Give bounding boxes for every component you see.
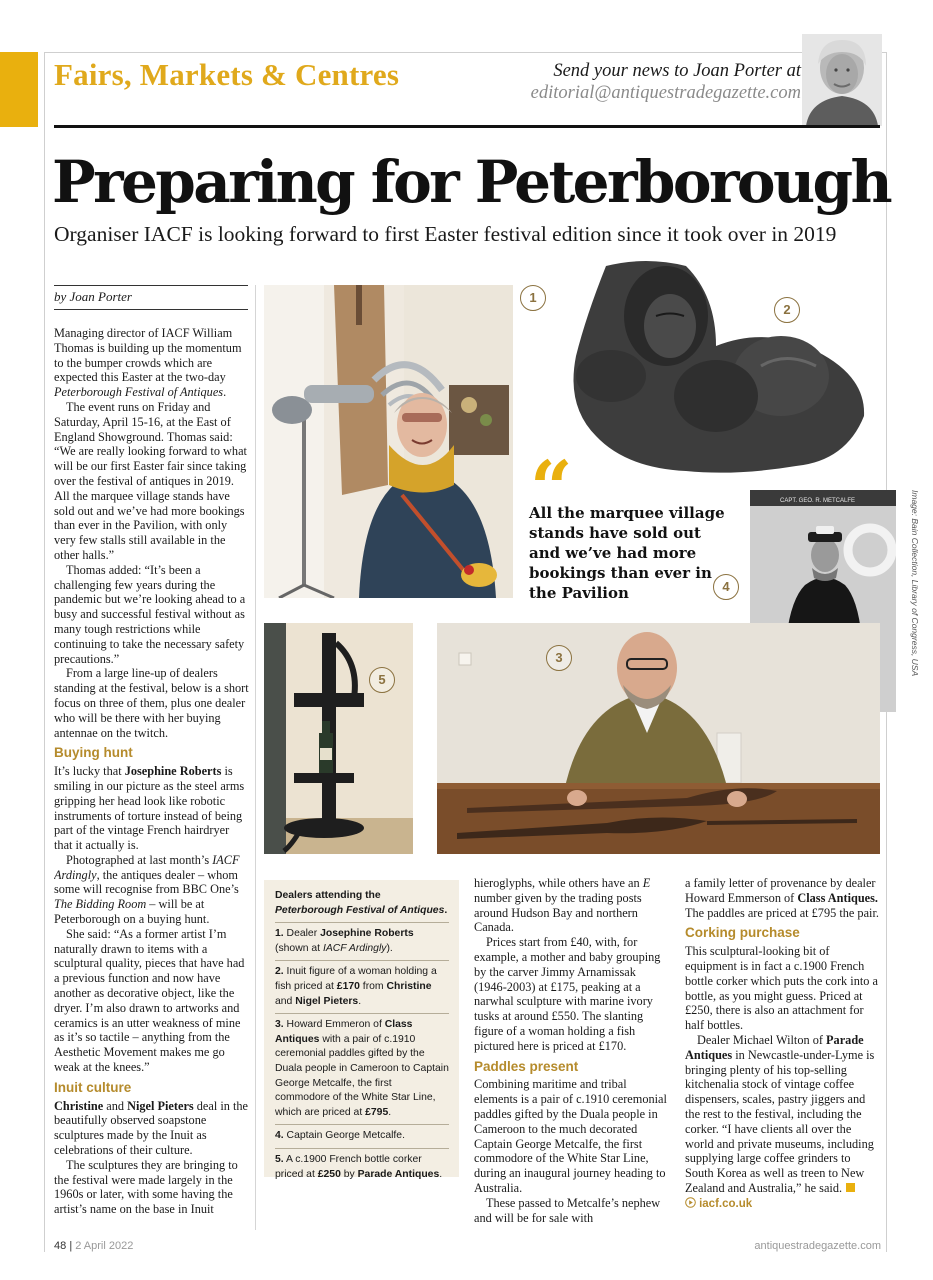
paragraph: Photographed at last month’s IACF Ardingly, the antiques dealer – whom some will recognise from BBC One’s The Bidding Room – will be at Peterborough on a buying hunt. [54,852,240,927]
photo-number-2: 2 [774,297,800,323]
paragraph: It’s lucky that Josephine Roberts is smiling in our picture as the steel arms gripping her head look like robotic instruments of torture instead of being part of the vintage French hairdryer that it actually is. [54,764,245,853]
paragraph: a family letter of provenance by dealer Howard Emmerson of Class Antiques. The paddles are priced at £795 the pair. [685,876,879,920]
section-color-tab [0,52,38,127]
play-circle-icon [685,1197,696,1208]
photo-caption-plate: CAPT. GEO. R. METCALFE [780,498,856,504]
page-footer-left [54,1240,133,1252]
footer-separator: | [69,1240,73,1252]
byline-rule-top [54,285,248,286]
article-standfirst: Organiser IACF is looking forward to first Easter festival edition since it took over in 2019 [54,222,837,246]
end-mark-icon [846,1183,855,1192]
box-title: Dealers attending the Peterborough Festival of Antiques. [275,890,448,916]
photo-josephine-roberts [264,285,513,598]
paragraph: This sculptural-looking bit of equipment is in fact a c.1900 French bottle corker which puts the cork into a bottle, as you might guess. Priced at £250, there is also an attachment for half bottles. [685,944,878,1033]
website-link-text[interactable]: iacf.co.uk [699,1197,753,1210]
editor-portrait [802,34,882,126]
byline: by Joan Porter [54,289,132,304]
subhead-inuit-culture: Inuit culture [54,1079,132,1095]
article-column-1 [54,326,249,1231]
issue-date: 2 April 2022 [75,1240,134,1252]
paragraph: The sculptures they are bringing to the festival were made largely in the 1960s or later, with some having the artist’s name on the base in Inuit [54,1157,238,1217]
editor-email-link[interactable]: editorial@antiquestradegazette.com [530,83,801,103]
box-entry-4: 4. Captain George Metcalfe. [275,1124,449,1148]
subhead-buying-hunt: Buying hunt [54,745,133,761]
byline-rule-bottom [54,309,248,310]
paragraph: Christine and Nigel Pieters deal in the beautifully observed soapstone sculptures made by the Inuit as celebrations of their culture. [54,1098,248,1158]
page-number: 48 [54,1240,67,1252]
photo-number-3: 3 [546,645,572,671]
paragraph: Managing director of IACF William Thomas is building up the momentum to the bumper crowds which are expected this Easter at the two-day Peterborough Festival of Antiques. [54,326,242,400]
box-entry-2: 2. Inuit figure of a woman holding a fish priced at £170 from Christine and Nigel Pieters. [275,960,449,1013]
photo-number-1: 1 [520,285,546,311]
dealers-attending-box [264,880,459,1180]
paragraph: Dealer Michael Wilton of Parade Antiques in Newcastle-under-Lyme is bringing plenty of his top-selling kitchenalia stock of vintage coffee dispensers, scales, pastry jiggers and the rest to the festival, including the corker. “I have clients all over the world and private museums, including supplying large coffee grinders to South Korea as well as treen to New Zealand and Australia,” he said. [685,1032,875,1195]
article-headline: Preparing for Peterborough [52,148,891,216]
page-frame-left [44,52,45,1252]
photo-number-4: 4 [713,574,739,600]
photo-inuit-figure [566,256,866,481]
box-entry-5: 5. A c.1900 French bottle corker priced at £250 by Parade Antiques. [275,1148,449,1186]
photo-bottle-corker [264,623,413,854]
column-divider [255,285,256,1230]
send-news-block [531,60,801,104]
article-column-2 [474,876,670,1231]
website-link[interactable] [685,1196,881,1212]
footer-site-link[interactable]: antiquestradegazette.com [754,1240,881,1252]
page-frame-top [44,52,887,53]
paragraph: Prices start from £40, with, for example, a mother and baby grouping by the carver Jimmy Arnamissak (1946-2003) at £175, peaking at a narwhal sculpture with marine ivory tusks at around £550. The slanting figure of a woman holding a fish pictured here is priced at £170. [474,935,661,1053]
paragraph: These passed to Metcalfe’s nephew and will be for sale with [474,1195,661,1225]
box-entry-1: 1. Dealer Josephine Roberts (shown at IACF Ardingly). [275,922,449,960]
subhead-paddles-present: Paddles present [474,1058,579,1074]
section-title: Fairs, Markets & Centres [54,57,400,92]
paragraph: She said: “As a former artist I’m naturally drawn to items with a sculptural quality, pieces that have had a previous function and now have another as decorative object, like the dryer. I’m also drawn to artworks and ceramics is an utter weakness of mine as it’s so tactile – anything from the Aesthetic Movement makes me go weak at the knees.” [54,926,245,1075]
pull-quote: All the marquee village stands have sold out and we’ve had more bookings than ever in the Pavilion [529,504,725,602]
photo-number-5: 5 [369,667,395,693]
paragraph: From a large line-up of dealers standing at the festival, below is a short focus on three of them, plus one dealer who will be there with her buying antennae on the twitch. [54,666,249,740]
photo-howard-emmerson-paddles [437,623,880,854]
header-rule [54,125,880,128]
paragraph: Combining maritime and tribal elements is a pair of c.1910 ceremonial paddles gifted by the Duala people in Cameroon to the much decorated Captain George Metcalfe, the first commodore of the White Star Line, during an inaugural journey heading to Australia. [474,1077,667,1195]
paragraph: Thomas added: “It’s been a challenging few years during the pandemic but we’re looking ahead to a busy and successful festival without as many tough restrictions while continuing to take the necessary safety precautions.” [54,562,246,666]
article-column-3 [685,876,881,1231]
paragraph: hieroglyphs, while others have an E number given by the trading posts around Hudson Bay and northern Canada. [474,876,651,935]
box-entry-3: 3. Howard Emmeron of Class Antiques with a pair of c.1910 ceremonial paddles gifted by the Duala people in Cameroon to Captain George Metcalfe, the first commodore of the White Star Line, which are priced at £795. [275,1013,449,1124]
subhead-corking-purchase: Corking purchase [685,925,800,941]
photo-credit: Image: Bain Collection, Library of Congress, USA [910,490,920,677]
pull-quote-mark: “ [530,446,573,532]
paragraph: The event runs on Friday and Saturday, April 15-16, at the East of England Showground. Thomas said: “We are really looking forward to what will be our first Easter fair since taking over the festival of antiques in 2019. All the marquee village stands have sold out and we’ve had more bookings than ever in the Pavilion, with only very few stalls still available in the other halls.” [54,399,247,562]
send-news-text: Send your news to Joan Porter at [553,61,801,81]
